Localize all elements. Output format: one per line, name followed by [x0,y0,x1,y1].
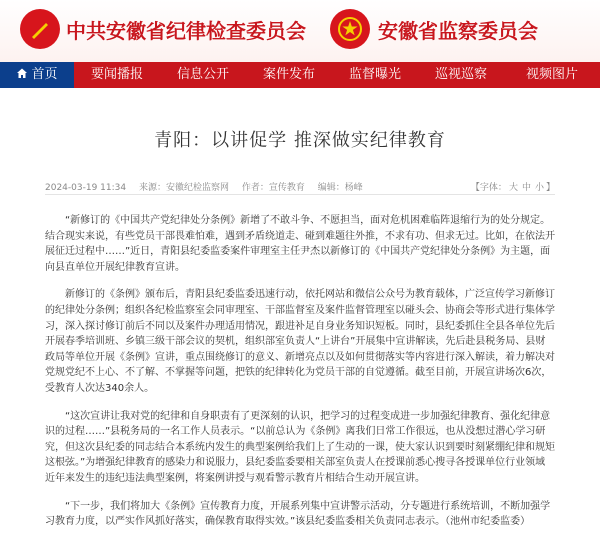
article-paragraph: “下一步，我们将加大《条例》宣传教育力度，开展系列集中宣讲警示活动，分专题进行系统培训，不断加强学习教育力度，以严实作风抓好落实，确保教育取得实效。”该县纪委监委相关负责同志表示。（池州市纪委监委） [45,500,551,528]
article-meta [45,180,555,193]
font-size-small-button[interactable]: 小 [534,183,544,193]
article-body [45,213,555,542]
article-source: 来源：安徽纪检监察网 [138,183,229,193]
article-paragraph: 新修订的《条例》颁布后，青阳县纪委监委迅速行动，依托网站和微信公众号为教育载体，广泛宣传学习新修订的纪律处分条例；组织各纪检监察室会同审理室、干部监督室及案件监督管理室以碰头会、协商会等形式进行集体学习，深入探讨修订前后不同以及案件办理适用情况，跟进补足自身业务知识短板。同时，县纪委抓住全县各单位先后开展春季培训班、乡镇三级干部会议的契机，组织部室负责人“上讲台”开展集中宣讲解读，先后赴县税务局、县财政局等单位开展《条例》宣讲，重点围绕修订的意义、新增亮点以及如何贯彻落实等内容进行深入解读，着力解决对党规党纪不上心、不了解、不掌握等问题，把铁的纪律转化为党员干部的自觉遵循。截至目前，开展宣讲场次6次，受教育人次达340余人。 [45,289,555,394]
article-paragraph: “这次宣讲让我对党的纪律和自身职责有了更深刻的认识，把学习的过程变成进一步加强纪律教育、强化纪律意识的过程……”县税务局的一名工作人员表示。“以前总认为《条例》离我们日常工作很远，也从没想过潜心学习研究，但这次县纪委的同志结合本系统内发生的典型案例给我们上了生动的一课，使大家认识到要时刻紧绷纪律和规矩这根弦。”为增强纪律教育的感染力和说服力，县纪委监委要相关部室负责人在授课前悉心搜寻各授课单位行业领域近年来发生的违纪违法典型案例，将案例讲授与观看警示教育片相结合生动开展宣讲。 [45,410,555,484]
party-emblem-icon [20,9,60,49]
nav-item-inspection[interactable]: 巡视巡察 [434,67,487,82]
site-title-cpc[interactable]: 中共安徽省纪律检查委员会 [66,19,306,43]
meta-divider [45,194,555,195]
article-title: 青阳：以讲促学 推深做实纪律教育 [154,130,446,151]
site-header [0,0,600,62]
article-author: 作者：宣传教育 [241,183,305,193]
main-nav [0,62,600,88]
article-editor: 编辑：杨峰 [317,183,363,193]
nav-item-home[interactable] [0,62,74,88]
nav-item-exposure[interactable]: 监督曝光 [348,67,401,82]
article-paragraph: “新修订的《中国共产党纪律处分条例》新增了不敢斗争、不愿担当，面对危机困难临阵退缩行为的处分规定。结合现实来说，有些党员干部畏难怕难，遇到矛盾绕道走、碰到难题往外推，不求有功、但求无过。比如，在依法开展征迁过程中……”近日，青阳县纪委监委案件审理室主任尹杰以新修订的《中国共产党纪律处分条例》为主题，面向县直单位开展纪律教育宣讲。 [45,215,555,273]
nav-item-news[interactable]: 要闻播报 [90,67,143,82]
site-title-supervision[interactable]: 安徽省监察委员会 [378,19,538,43]
national-emblem-icon [330,9,370,49]
font-size-control: 【字体： 大 中 小 】 [470,183,555,193]
nav-item-info-disclosure[interactable]: 信息公开 [176,67,229,82]
nav-item-video[interactable]: 视频图片 [525,67,578,82]
font-size-medium-button[interactable]: 中 [521,183,531,193]
font-size-large-button[interactable]: 大 [508,183,518,193]
nav-item-label: 首页 [31,67,58,82]
home-icon [16,67,28,79]
publish-date: 2024-03-19 11:34 [45,183,127,193]
nav-item-case-release[interactable]: 案件发布 [262,67,315,82]
